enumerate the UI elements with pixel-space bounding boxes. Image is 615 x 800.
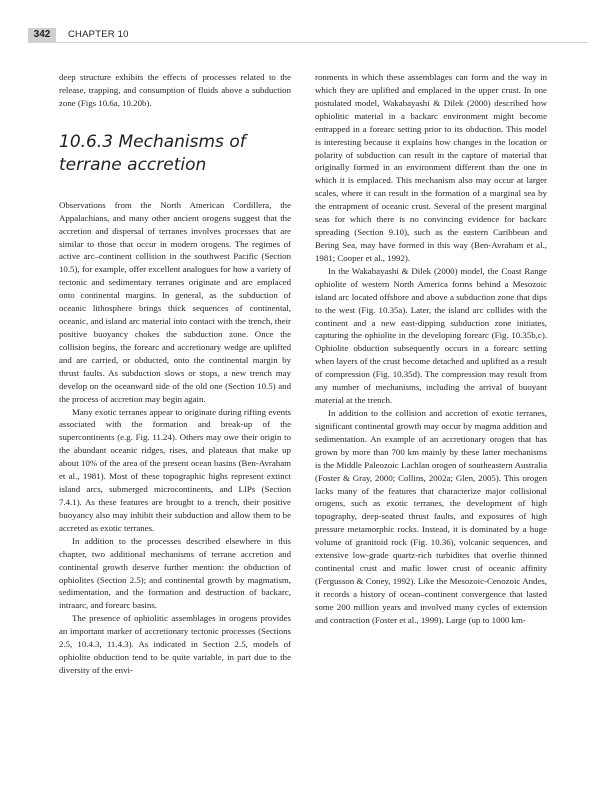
chapter-title: CHAPTER 10 xyxy=(68,29,129,40)
paragraph: In addition to the processes described elsewhere in this chapter, two additional mechanisms of terrane accretion and continental growth deserve further mention: the obduction of ophiolites (Section 2.5); and continental growth by magmatism, sedimentation, and the formation and destruction of backarc, intraarc, and forearc basins. xyxy=(59,535,291,611)
paragraph: The presence of ophiolitic assemblages in orogens provides an important marker of accretionary tectonic processes (Sections 2.5, 10.4.3, 11.4.3). As indicated in Section 2.5, models of ophiolite obduction tend to be quite variable, in part due to the diversity of the envi- xyxy=(59,613,291,675)
paragraph: ronments in which these assemblages can form and the way in which they are uplifted and emplaced in the upper crust. In one postulated model, Wakabayashi & Dilek (2000) described how ophiolitic material in a backarc environment might become entrapped in a forearc setting prior to its obduction. This model is interesting because it explains how changes in the location or polarity of subduction can result in the capture of material that originally formed in an environment different than the one in which it is emplaced. This mechanism also may occur at larger scales, where it can result in the formation of a marginal sea by the entrapment of oceanic crust. Several of the present marginal seas for which there is no convincing evidence for backarc spreading (Section 9.10), such as the eastern Caribbean and Bering Sea, may have formed in this way (Ben-Avraham et al., 1981; Cooper et al., 1992). xyxy=(315,72,547,263)
paragraph-intro: deep structure exhibits the effects of processes related to the release, trapping, and consumption of fluids above a subduction zone (Figs 10.6a, 10.20b). xyxy=(59,72,291,108)
page-number: 342 xyxy=(28,28,56,42)
paragraph: Many exotic terranes appear to originate during rifting events associated with the formation and break-up of the supercontinents (e.g. Fig. 11.24). Others may owe their origin to the abundant oceanic ridges, rises, and plateaus that make up about 10% of the area of the present ocean basins (Ben-Avraham et al., 1981). Most of these topographic highs represent extinct island arcs, submerged microcontinents, and LIPs (Section 7.4.1). As these features are brought to a trench, their positive buoyancy also may inhibit their subduction and allow them to be accreted as exotic terranes. xyxy=(59,406,291,533)
section-heading-line2: terrane accretion xyxy=(59,154,207,175)
paragraph: In addition to the collision and accretion of exotic terranes, significant continental growth may occur by magma addition and sedimentation. An example of an accretionary orogen that has grown by more than 700 km mainly by these latter mechanisms is the Middle Paleozoic Lachlan orogen of southeastern Australia (Foster & Gray, 2000; Collins, 2002a; Glen, 2005). This orogen lacks many of the features that characterize major collisional orogens, such as exotic terranes, the development of high topography, deep-seated thrust faults, and exposures of high pressure metamorphic rocks. Instead, it is dominated by a huge volume of granitoid rock (Fig. 10.36), volcanic sequences, and extensive low-grade quartz-rich turbidites that overlie thinned continental crust and mafic lower crust of oceanic affinity (Fergusson & Coney, 1992). Like the Mesozoic-Cenozoic Andes, it records a history of ocean–continent convergence that lasted some 200 million years and involved many cycles of extension and contraction (Foster et al., 1999). Large (up to 1000 km- xyxy=(315,407,547,625)
paragraph: In the Wakabayashi & Dilek (2000) model, the Coast Range ophiolite of western North America forms behind a Mesozoic island arc located offshore and above a subduction zone that dips to the west (Fig. 10.35a). Later, the island arc collides with the continent and a new east-dipping subduction zone initiates, capturing the ophiolite in the developing forearc (Fig. 10.35b,c). Ophiolite obduction subsequently occurs in a forearc setting when layers of the crust become detached and uplifted as a result of compression (Fig. 10.35d). The compression may result from any number of mechanisms, including the arrival of buoyant material at the trench. xyxy=(315,265,547,406)
right-column xyxy=(315,71,547,627)
paragraph: Observations from the North American Cordillera, the Appalachians, and many other ancient orogens suggest that the accretion and dispersal of terranes involves processes that are similar to those that occur in modern orogens. The regimes of active arc–continent collision in the southwest Pacific (Section 10.5), for example, offer excellent analogues for how a variety of tectonic and sedimentary terranes originate and are emplaced onto continental margins. In general, as the subduction of oceanic lithosphere brings thick sequences of continental, oceanic, and island arc material into contact with the trench, their positive buoyancy chokes the subduction zone. Once the collision begins, the forearc and accretionary wedge are uplifted and are carried, or obducted, onto the continental margin by thrust faults. As subduction slows or stops, a new trench may develop on the oceanward side of the old one (Section 10.5) and the process of accretion may begin again. xyxy=(59,199,291,404)
section-heading-line1: 10.6.3 Mechanisms of xyxy=(59,131,246,152)
running-header xyxy=(28,28,588,42)
left-column xyxy=(59,71,291,677)
section-heading xyxy=(59,131,291,177)
header-rule xyxy=(28,42,588,43)
